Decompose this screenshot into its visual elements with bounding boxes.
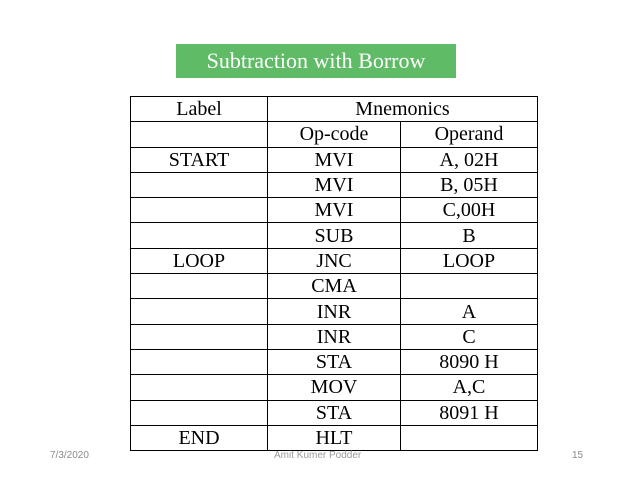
opcode-cell: MVI [268,198,401,223]
label-cell [131,223,268,248]
table-row [131,198,538,223]
table-row [131,400,538,425]
table-row [131,274,538,299]
footer-author: Amit Kumer Podder [274,450,362,461]
operand-cell: C,00H [401,198,538,223]
opcode-header: Op-code [268,122,401,147]
opcode-cell: INR [268,324,401,349]
mnemonics-header: Mnemonics [268,97,538,122]
table-row [131,425,538,450]
operand-cell: A, 02H [401,147,538,172]
opcode-cell: INR [268,299,401,324]
opcode-cell: CMA [268,274,401,299]
label-cell: START [131,147,268,172]
table-row [131,324,538,349]
label-cell [131,324,268,349]
slide-title: Subtraction with Borrow [176,44,456,78]
operand-cell: A [401,299,538,324]
label-cell [131,198,268,223]
operand-cell [401,425,538,450]
label-cell [131,375,268,400]
opcode-cell: MVI [268,172,401,197]
label-subheader-cell [131,122,268,147]
table-row [131,172,538,197]
label-cell [131,274,268,299]
opcode-cell: JNC [268,248,401,273]
label-cell [131,349,268,374]
operand-cell: B, 05H [401,172,538,197]
operand-cell: LOOP [401,248,538,273]
label-cell [131,172,268,197]
opcode-cell: STA [268,349,401,374]
label-cell: LOOP [131,248,268,273]
operand-cell: 8090 H [401,349,538,374]
opcode-cell: SUB [268,223,401,248]
table-row [131,299,538,324]
opcode-cell: STA [268,400,401,425]
table-row [131,223,538,248]
table-subheader-row [131,122,538,147]
footer-date: 7/3/2020 [50,450,89,461]
footer-page-number: 15 [572,450,584,461]
table-row [131,349,538,374]
operand-cell: B [401,223,538,248]
operand-header: Operand [401,122,538,147]
opcode-cell: HLT [268,425,401,450]
mnemonics-table [130,96,538,451]
table-row [131,248,538,273]
operand-cell: 8091 H [401,400,538,425]
table-row [131,147,538,172]
table-row [131,375,538,400]
table-header-row [131,97,538,122]
operand-cell: A,C [401,375,538,400]
label-cell: END [131,425,268,450]
label-header: Label [131,97,268,122]
opcode-cell: MOV [268,375,401,400]
operand-cell [401,274,538,299]
label-cell [131,299,268,324]
label-cell [131,400,268,425]
opcode-cell: MVI [268,147,401,172]
operand-cell: C [401,324,538,349]
